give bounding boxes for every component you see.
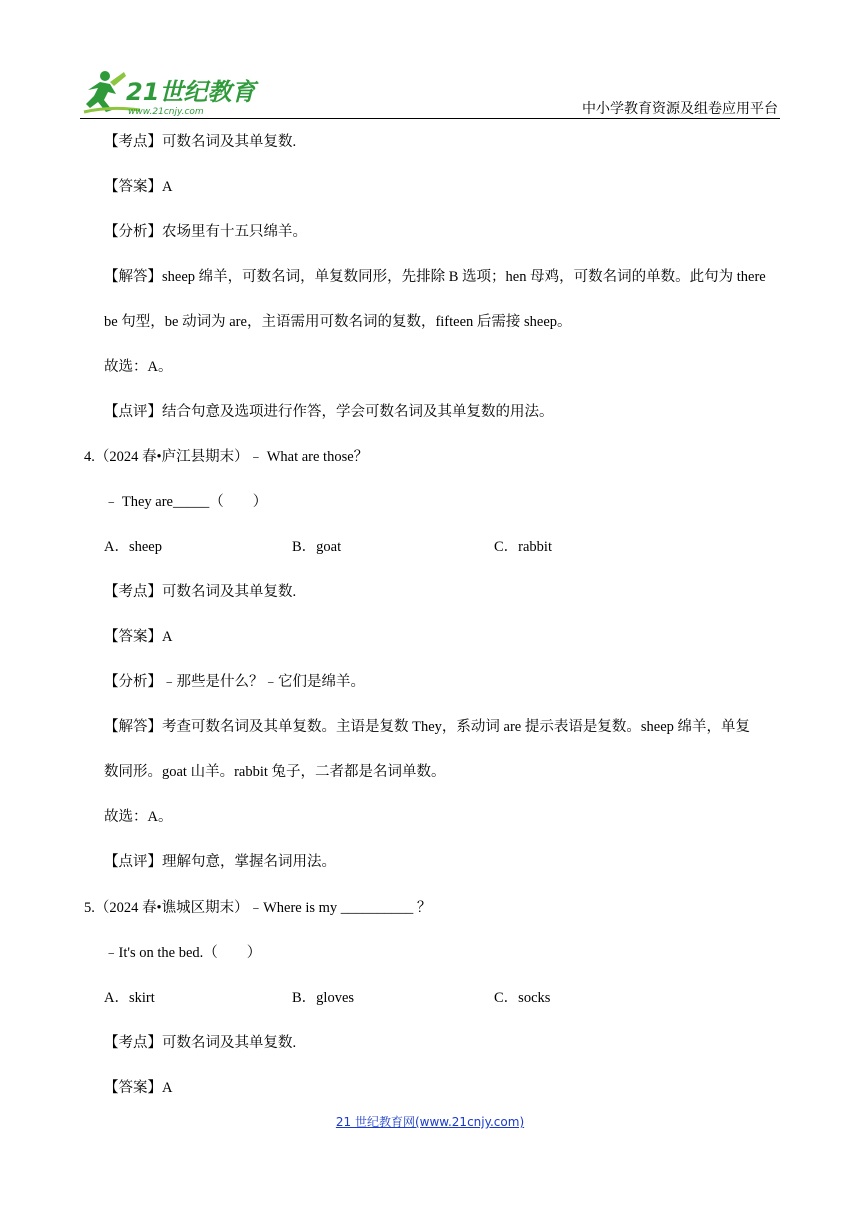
q4-analysis: 【分析】﹣那些是什么？﹣它们是绵羊。 xyxy=(104,674,365,690)
header-platform-text: 中小学教育资源及组卷应用平台 xyxy=(582,101,778,117)
q3-choose: 故选：A。 xyxy=(104,359,173,375)
header-divider xyxy=(80,118,780,119)
q4-stem-line2: ﹣ They are_____（ ） xyxy=(104,494,268,510)
q3-analysis: 【分析】农场里有十五只绵羊。 xyxy=(104,224,307,240)
q5-answer: 【答案】A xyxy=(104,1080,173,1096)
q3-comment: 【点评】结合句意及选项进行作答，学会可数名词及其单复数的用法。 xyxy=(104,404,554,420)
site-logo xyxy=(80,68,260,118)
q4-comment: 【点评】理解句意，掌握名词用法。 xyxy=(104,854,336,870)
q4-solution-line2: 数同形。goat 山羊。rabbit 兔子，二者都是名词单数。 xyxy=(104,764,446,780)
q5-option-c[interactable]: C．socks xyxy=(494,990,551,1006)
q5-stem: 5.（2024 春•谯城区期末）﹣Where is my __________ ？ xyxy=(84,900,432,916)
q4-answer: 【答案】A xyxy=(104,629,173,645)
q4-option-a[interactable]: A．sheep xyxy=(104,539,162,555)
q4-option-b[interactable]: B．goat xyxy=(292,539,342,555)
footer-site-link[interactable]: 21 世纪教育网(www.21cnjy.com) xyxy=(335,1115,525,1129)
logo-sub-text: www.21cnjy.com xyxy=(128,107,204,117)
q4-choose: 故选：A。 xyxy=(104,809,173,825)
q5-option-a[interactable]: A．skirt xyxy=(104,990,155,1006)
q4-stem: 4.（2024 春•庐江县期末）﹣ What are those？ xyxy=(84,449,369,465)
q3-kaodian: 【考点】可数名词及其单复数. xyxy=(104,134,297,150)
q5-stem-line2: ﹣It's on the bed.（ ） xyxy=(104,945,262,961)
q5-option-b[interactable]: B．gloves xyxy=(292,990,355,1006)
q4-solution-line1: 【解答】考查可数名词及其单复数。主语是复数 They，系动词 are 提示表语是复数。sheep 绵羊，单复 xyxy=(104,719,751,735)
q3-answer: 【答案】A xyxy=(104,179,173,195)
q4-kaodian: 【考点】可数名词及其单复数. xyxy=(104,584,297,600)
q5-kaodian: 【考点】可数名词及其单复数. xyxy=(104,1035,297,1051)
page-header xyxy=(80,62,780,122)
q4-option-c[interactable]: C．rabbit xyxy=(494,539,552,555)
q3-solution-line2: be 句型，be 动词为 are，主语需用可数名词的复数，fifteen 后需接 sheep。 xyxy=(104,314,572,330)
q3-solution-line1: 【解答】sheep 绵羊，可数名词，单复数同形，先排除 B 选项；hen 母鸡，可数名词的单数。此句为 there xyxy=(104,269,766,285)
logo-main-text: 21世纪教育 xyxy=(126,78,256,106)
